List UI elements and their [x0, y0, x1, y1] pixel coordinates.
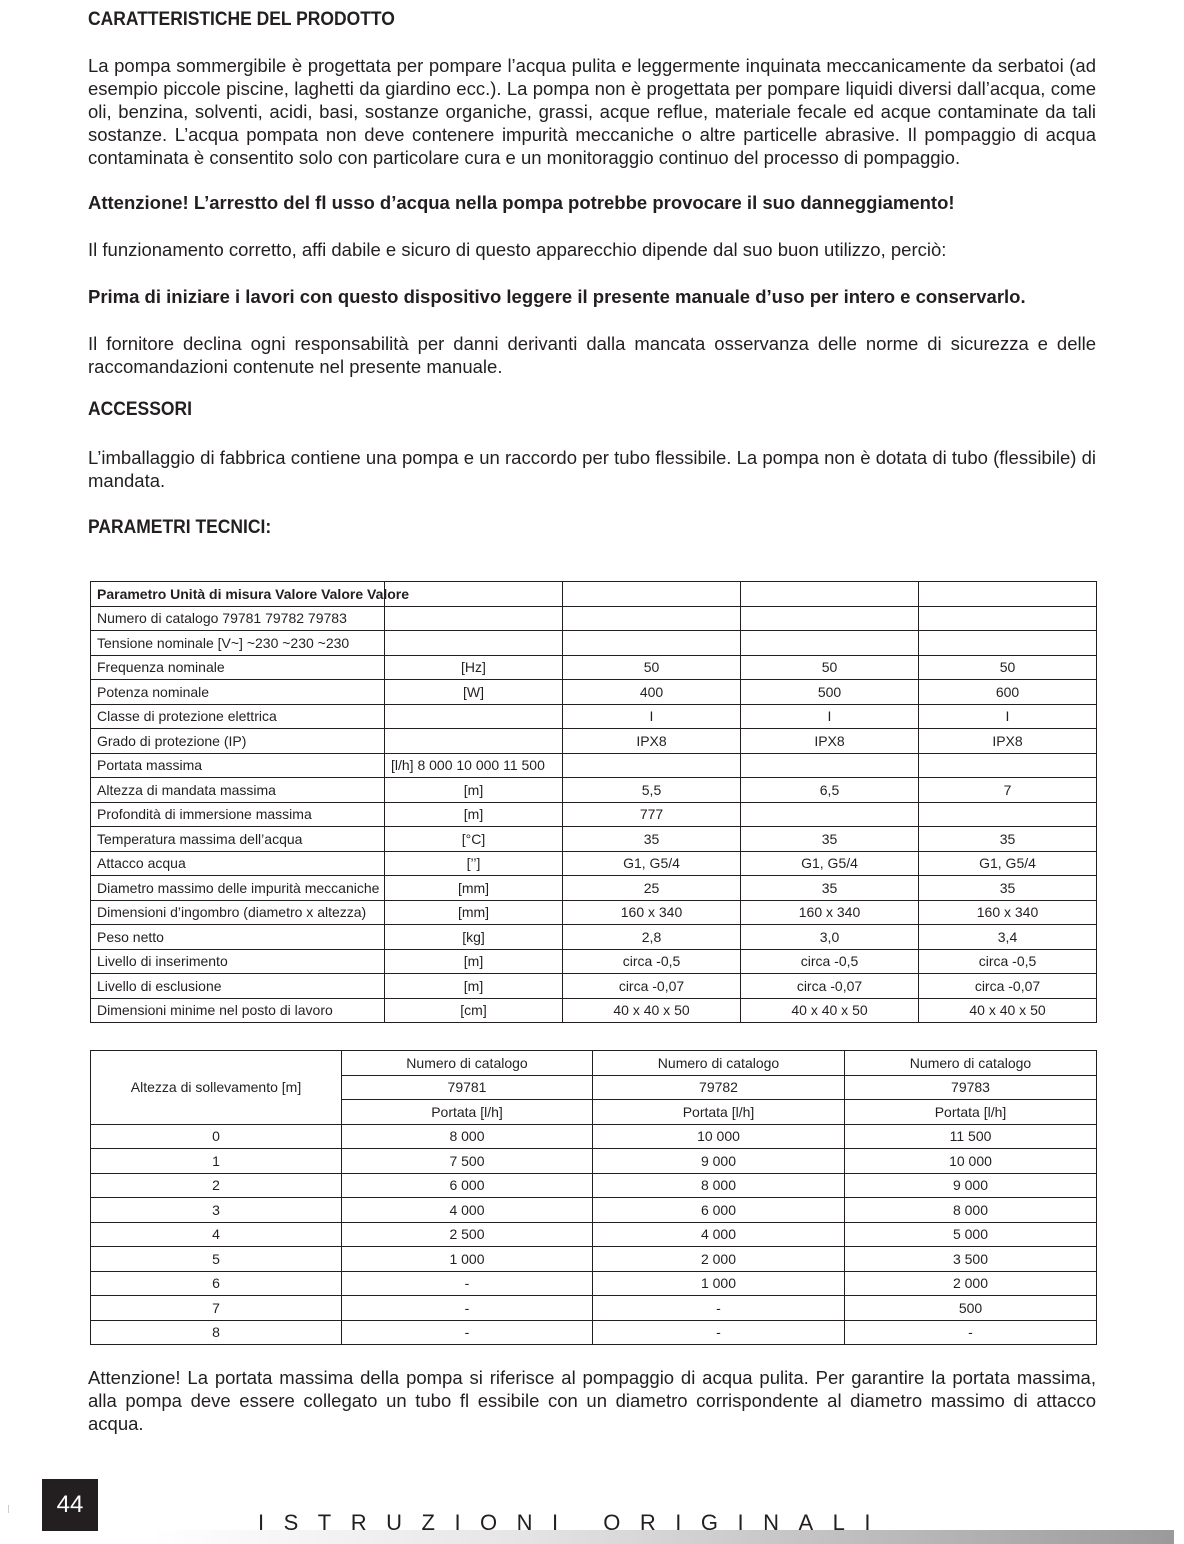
param-value-cell: IPX8	[919, 729, 1097, 754]
param-name-cell: Frequenza nominale	[91, 655, 385, 680]
flow-value-cell: -	[845, 1320, 1097, 1345]
table-row	[91, 900, 1097, 925]
catalog-label-cell: Numero di catalogo	[593, 1051, 845, 1076]
param-value-cell: 777	[563, 802, 741, 827]
flow-value-cell: 6 000	[593, 1198, 845, 1223]
param-value-cell: 35	[563, 827, 741, 852]
height-cell: 7	[91, 1296, 342, 1321]
flow-value-cell: 6 000	[342, 1173, 593, 1198]
section-title-accessories: ACCESSORI	[88, 399, 192, 420]
height-cell: 2	[91, 1173, 342, 1198]
flow-value-cell: 7 500	[342, 1149, 593, 1174]
param-value-cell: 160 x 340	[563, 900, 741, 925]
table-row	[91, 753, 1097, 778]
param-value-cell	[741, 802, 919, 827]
param-name-cell: Portata massima	[91, 753, 385, 778]
param-name-cell: Potenza nominale	[91, 680, 385, 705]
param-name-cell: Peso netto	[91, 925, 385, 950]
flow-value-cell: 2 500	[342, 1222, 593, 1247]
table-row	[91, 729, 1097, 754]
param-unit-cell	[385, 704, 563, 729]
footer-title: ISTRUZIONI ORIGINALI	[258, 1510, 891, 1535]
flow-value-cell: 8 000	[593, 1173, 845, 1198]
table-row	[91, 778, 1097, 803]
table-row	[91, 1149, 1097, 1174]
param-value-cell: 35	[741, 827, 919, 852]
height-cell: 3	[91, 1198, 342, 1223]
param-value-cell: IPX8	[741, 729, 919, 754]
param-unit-cell: [mm]	[385, 900, 563, 925]
param-name-cell: Profondità di immersione massima	[91, 802, 385, 827]
param-value-cell: 5,5	[563, 778, 741, 803]
param-unit-cell: [m]	[385, 802, 563, 827]
param-value-cell: 160 x 340	[919, 900, 1097, 925]
catalog-number-cell: 79781	[342, 1075, 593, 1100]
table-row	[91, 1296, 1097, 1321]
catalog-label-cell: Numero di catalogo	[342, 1051, 593, 1076]
param-value-cell: 3,0	[741, 925, 919, 950]
flow-value-cell: -	[342, 1296, 593, 1321]
flow-value-cell: 500	[845, 1296, 1097, 1321]
catalog-label-cell: Numero di catalogo	[845, 1051, 1097, 1076]
table-row	[91, 1051, 1097, 1076]
section-title-features: CARATTERISTICHE DEL PRODOTTO	[88, 9, 395, 30]
param-value-cell: 160 x 340	[741, 900, 919, 925]
param-unit-cell: [Hz]	[385, 655, 563, 680]
flow-value-cell: 5 000	[845, 1222, 1097, 1247]
param-value-cell: G1, G5/4	[741, 851, 919, 876]
table-row	[91, 949, 1097, 974]
table-row	[91, 1247, 1097, 1272]
param-unit-cell	[385, 729, 563, 754]
param-name-cell: Altezza di mandata massima	[91, 778, 385, 803]
paragraph-usage: Il funzionamento corretto, affi dabile e sicuro di questo apparecchio dipende dal suo buon utilizzo, perciò:	[88, 239, 947, 260]
flow-value-cell: 4 000	[342, 1198, 593, 1223]
table-row	[91, 1271, 1097, 1296]
param-value-cell: 600	[919, 680, 1097, 705]
param-unit-cell: [m]	[385, 949, 563, 974]
max-flow-note: Attenzione! La portata massima della pompa si riferisce al pompaggio di acqua pulita. Per garantire la portata massima, alla pompa deve essere collegato un tubo fl essibile con un diametro corrispondente al diametro massimo di attacco acqua.	[88, 1367, 1096, 1434]
flow-value-cell: 10 000	[593, 1124, 845, 1149]
param-name-cell: Temperatura massima dell’acqua	[91, 827, 385, 852]
page-number	[42, 1479, 98, 1531]
param-value-cell: circa -0,5	[741, 949, 919, 974]
param-value-cell: 50	[741, 655, 919, 680]
param-unit-cell: [cm]	[385, 998, 563, 1023]
table-cell	[741, 753, 919, 778]
catalog-number-cell: 79782	[593, 1075, 845, 1100]
height-cell: 5	[91, 1247, 342, 1272]
table-row	[91, 827, 1097, 852]
param-unit-cell: [m]	[385, 974, 563, 999]
param-name-cell: Dimensioni minime nel posto di lavoro	[91, 998, 385, 1023]
page-number-text: 44	[56, 1491, 84, 1518]
param-value-cell	[919, 802, 1097, 827]
param-name-cell: Classe di protezione elettrica	[91, 704, 385, 729]
table-row	[91, 680, 1097, 705]
flow-value-cell: -	[342, 1320, 593, 1345]
table-row	[91, 1173, 1097, 1198]
height-cell: 6	[91, 1271, 342, 1296]
table-row	[91, 704, 1097, 729]
param-name-cell: Grado di protezione (IP)	[91, 729, 385, 754]
param-name-cell: Livello di inserimento	[91, 949, 385, 974]
height-cell: 0	[91, 1124, 342, 1149]
table-row	[91, 606, 1097, 631]
flow-value-cell: 9 000	[845, 1173, 1097, 1198]
param-name-cell: Attacco acqua	[91, 851, 385, 876]
param-name-cell: Livello di esclusione	[91, 974, 385, 999]
table-row	[91, 998, 1097, 1023]
param-value-cell: 35	[919, 827, 1097, 852]
flow-label-cell: Portata [l/h]	[593, 1100, 845, 1125]
flow-value-cell: 1 000	[593, 1271, 845, 1296]
param-value-cell: 500	[741, 680, 919, 705]
warning-flow: Attenzione! L’arrestto del fl usso d’acqua nella pompa potrebbe provocare il suo danneggiamento!	[88, 192, 955, 213]
catalog-number-cell: 79783	[845, 1075, 1097, 1100]
flow-value-cell: 11 500	[845, 1124, 1097, 1149]
flow-label-cell: Portata [l/h]	[342, 1100, 593, 1125]
param-value-cell: IPX8	[563, 729, 741, 754]
param-value-cell: 50	[919, 655, 1097, 680]
flow-value-cell: 8 000	[845, 1198, 1097, 1223]
flow-value-cell: 8 000	[342, 1124, 593, 1149]
height-cell: 4	[91, 1222, 342, 1247]
section-title-params: PARAMETRI TECNICI:	[88, 517, 272, 538]
height-cell: 8	[91, 1320, 342, 1345]
table-row	[91, 582, 1097, 607]
table-cell	[563, 753, 741, 778]
flow-value-cell: 3 500	[845, 1247, 1097, 1272]
param-unit-cell: [W]	[385, 680, 563, 705]
flow-value-cell: -	[342, 1271, 593, 1296]
param-value-cell: 40 x 40 x 50	[919, 998, 1097, 1023]
param-value-cell: 7	[919, 778, 1097, 803]
table-row	[91, 655, 1097, 680]
flow-value-cell: 2 000	[845, 1271, 1097, 1296]
flow-value-cell: 9 000	[593, 1149, 845, 1174]
param-value-cell: I	[741, 704, 919, 729]
table-row	[91, 876, 1097, 901]
height-cell: 1	[91, 1149, 342, 1174]
param-value-cell: 6,5	[741, 778, 919, 803]
flow-value-cell: 1 000	[342, 1247, 593, 1272]
param-value-cell: 2,8	[563, 925, 741, 950]
table-row	[91, 631, 1097, 656]
param-value-cell: 25	[563, 876, 741, 901]
param-unit-cell: [m]	[385, 778, 563, 803]
height-label-cell: Altezza di sollevamento [m]	[91, 1051, 342, 1125]
table-cell	[919, 753, 1097, 778]
flow-value-cell: 10 000	[845, 1149, 1097, 1174]
edge-mark	[8, 1505, 9, 1513]
param-value-cell: I	[919, 704, 1097, 729]
flow-value-cell: 4 000	[593, 1222, 845, 1247]
param-unit-cell: [’’]	[385, 851, 563, 876]
param-value-cell: 50	[563, 655, 741, 680]
param-merged-cell: [l/h] 8 000 10 000 11 500	[385, 753, 563, 778]
param-value-cell: G1, G5/4	[563, 851, 741, 876]
table-row	[91, 802, 1097, 827]
table-row	[91, 974, 1097, 999]
table-row	[91, 851, 1097, 876]
param-value-cell: 40 x 40 x 50	[563, 998, 741, 1023]
paragraph-features: La pompa sommergibile è progettata per pompare l’acqua pulita e leggermente inquinata meccanicamente da serbatoi (ad esempio piccole piscine, laghetti da giardino ecc.). La pompa non è progettata per pompare liquidi diversi dall’acqua, come oli, benzina, solventi, acidi, basi, sostanze organiche, grassi, acque reflue, materiale fecale ed acque contaminate da tali sostanze. L’acqua pompata non deve contenere impurità meccaniche o altre particelle abrasive. Il pompaggio di acqua contaminata è consentito solo con particolare cura e un monitoraggio continuo del processo di pompaggio.	[88, 55, 1096, 168]
voltage-row-cell: Tensione nominale [V~] ~230 ~230 ~230	[91, 631, 385, 656]
document-body	[88, 8, 1096, 540]
read-manual-notice: Prima di iniziare i lavori con questo dispositivo leggere il presente manuale d’uso per intero e conservarlo.	[88, 286, 1026, 307]
param-unit-cell: [°C]	[385, 827, 563, 852]
param-value-cell: 35	[919, 876, 1097, 901]
param-value-cell: 35	[741, 876, 919, 901]
paragraph-liability: Il fornitore declina ogni responsabilità per danni derivanti dalla mancata osservanza delle norme di sicurezza e delle raccomandazioni contenute nel presente manuale.	[88, 333, 1096, 377]
param-value-cell: circa -0,5	[563, 949, 741, 974]
param-name-cell: Dimensioni d’ingombro (diametro x altezza)	[91, 900, 385, 925]
table-row	[91, 1198, 1097, 1223]
param-value-cell: circa -0,07	[741, 974, 919, 999]
param-name-cell: Diametro massimo delle impurità meccaniche	[91, 876, 385, 901]
param-value-cell: I	[563, 704, 741, 729]
param-value-cell: G1, G5/4	[919, 851, 1097, 876]
flow-rate-table	[90, 1050, 1097, 1345]
param-value-cell: circa -0,07	[563, 974, 741, 999]
table-row	[91, 1222, 1097, 1247]
param-unit-cell: [kg]	[385, 925, 563, 950]
param-value-cell: 3,4	[919, 925, 1097, 950]
flow-value-cell: 2 000	[593, 1247, 845, 1272]
paragraph-accessories: L’imballaggio di fabbrica contiene una pompa e un raccordo per tubo flessibile. La pompa non è dotata di tubo (flessibile) di mandata.	[88, 447, 1096, 491]
table-row	[91, 1124, 1097, 1149]
technical-params-table	[90, 581, 1097, 1023]
flow-value-cell: -	[593, 1320, 845, 1345]
param-value-cell: circa -0,07	[919, 974, 1097, 999]
flow-value-cell: -	[593, 1296, 845, 1321]
param-unit-cell: [mm]	[385, 876, 563, 901]
catalog-row-cell: Numero di catalogo 79781 79782 79783	[91, 606, 385, 631]
params-header-cell: Parametro Unità di misura Valore Valore Valore	[91, 582, 385, 607]
flow-label-cell: Portata [l/h]	[845, 1100, 1097, 1125]
table-row	[91, 1320, 1097, 1345]
param-value-cell: 40 x 40 x 50	[741, 998, 919, 1023]
param-value-cell: 400	[563, 680, 741, 705]
table-row	[91, 925, 1097, 950]
param-value-cell: circa -0,5	[919, 949, 1097, 974]
